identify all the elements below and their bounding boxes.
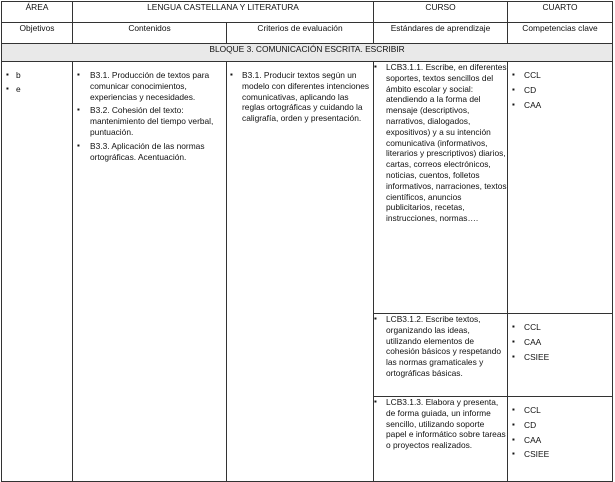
objetivos-cell [2,62,73,482]
competencia-item: ▪ CD [512,85,612,96]
competencia-item: ▪ CCL [512,70,612,81]
competencias-cell [508,314,613,397]
col-contenidos: Contenidos [73,23,227,44]
estandar-cell [374,62,508,314]
col-estandares: Estándares de aprendizaje [374,23,508,44]
competencias-cell [508,62,613,314]
competencias-cell [508,397,613,482]
criterios-list [227,62,373,124]
competencia-item: ▪ CAA [512,337,612,348]
contenidos-cell [73,62,227,482]
col-objetivos: Objetivos [2,23,73,44]
estandar-text: ▪ LCB3.1.3. Elabora y presenta, de forma guiada, un informe sencillo, utilizando soporte papel e informático sobre tareas o proyectos realizados. [374,397,507,451]
objetivo-item: ▪ b [6,70,72,81]
criterio-item: ▪ B3.1. Producir textos según un modelo con diferentes intenciones comunicativas, aplicando las reglas ortográficas y cuidando la caligrafía, orden y presentación. [230,70,370,124]
subject-title: LENGUA CASTELLANA Y LITERATURA [73,2,374,23]
competencia-item: ▪ CD [512,420,612,431]
col-criterios: Criterios de evaluación [227,23,374,44]
competencia-item: ▪ CAA [512,100,612,111]
criterios-cell [227,62,374,482]
contenido-item: ▪ B3.1. Producción de textos para comunicar conocimientos, experiencias y necesidades. [77,70,222,102]
column-header-row [2,23,613,44]
contenidos-list [73,62,226,162]
estandar-cell [374,397,508,482]
standard-row-1 [2,62,613,314]
estandar-text: ▪ LCB3.1.2. Escribe textos, organizando las ideas, utilizando elementos de cohesión básicos y respetando las normas gramaticales y ortográficas básicas. [374,314,507,379]
competencia-item: ▪ CAA [512,435,612,446]
col-competencias: Competencias clave [508,23,613,44]
course-label: CURSO [374,2,508,23]
curriculum-table [1,1,613,482]
estandar-text: ▪ LCB3.1.1. Escribe, en diferentes soportes, textos sencillos del ámbito escolar y social: atendiendo a la forma del mensaje (descriptivos, narrativos, dialogados, expositivos) y a su intención comunicativa (informativos, literarios y prescriptivos) diarios, cartas, correos electrónicos, noticias, cuentos, folletos informativos, narraciones, textos científicos, anuncios publicitarios, recetas, instrucciones, normas…. [374,62,507,224]
area-label: ÁREA [2,2,73,23]
objetivos-list [2,62,72,95]
contenido-item: ▪ B3.3. Aplicación de las normas ortográficas. Acentuación. [77,141,222,163]
objetivo-item: ▪ e [6,84,72,95]
header-row [2,2,613,23]
competencias-list [508,314,612,362]
competencias-list [508,397,612,460]
block-row [2,44,613,62]
estandar-cell [374,314,508,397]
competencias-list [508,62,612,110]
competencia-item: ▪ CSIEE [512,352,612,363]
contenido-item: ▪ B3.2. Cohesión del texto: mantenimiento del tiempo verbal, puntuación. [77,105,222,137]
block-title: BLOQUE 3. COMUNICACIÓN ESCRITA. ESCRIBIR [2,44,613,62]
competencia-item: ▪ CCL [512,322,612,333]
course-value: CUARTO [508,2,613,23]
competencia-item: ▪ CSIEE [512,449,612,460]
competencia-item: ▪ CCL [512,405,612,416]
